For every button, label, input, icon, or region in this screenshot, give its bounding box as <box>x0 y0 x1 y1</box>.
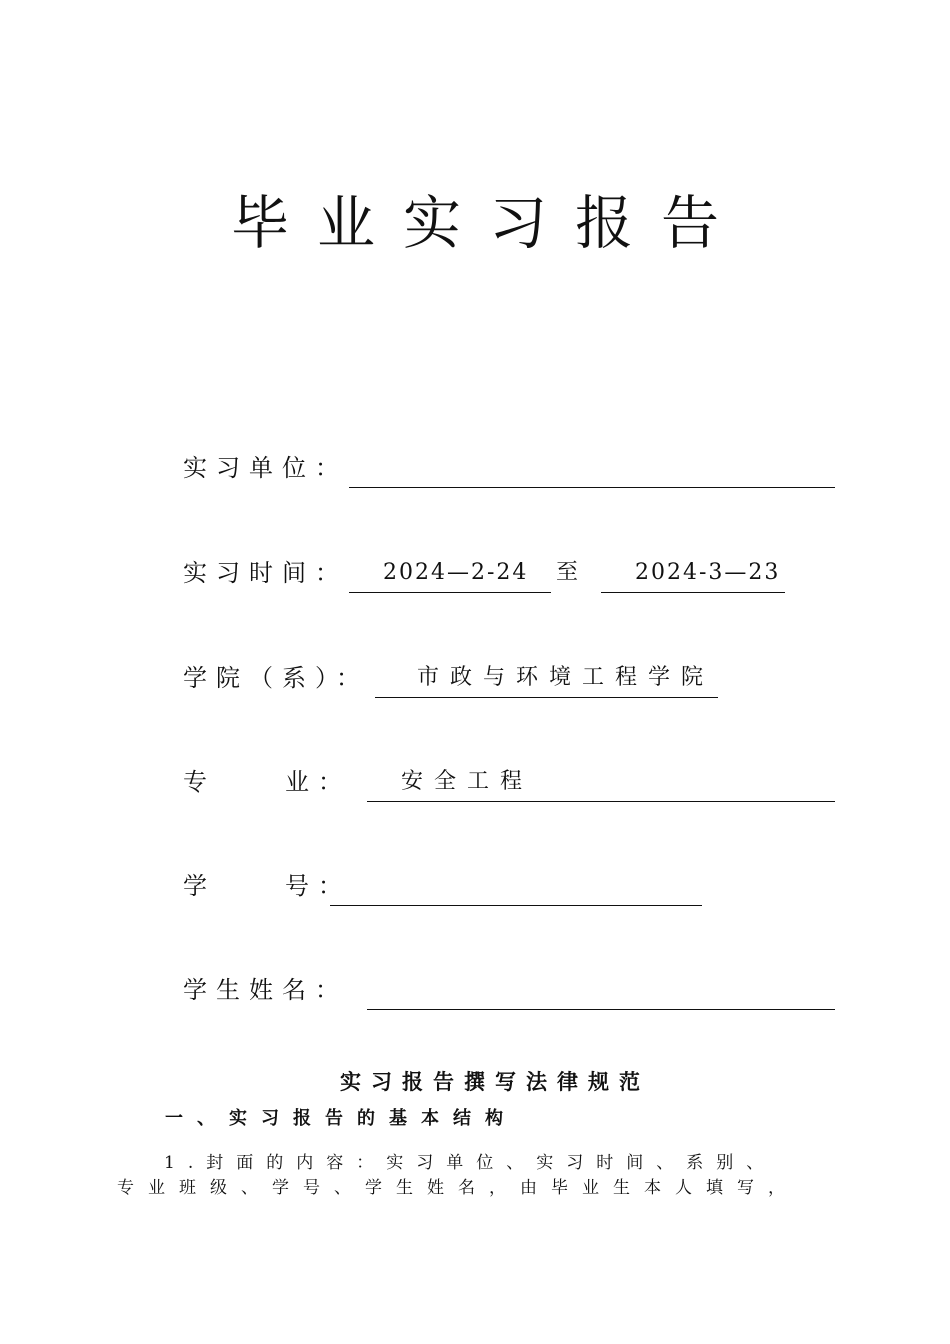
date-range-connector: 至 <box>556 560 579 585</box>
field-label-part: 学 <box>183 872 216 900</box>
field-label: 实习时间： <box>183 559 348 587</box>
field-label-part: 号： <box>285 872 351 900</box>
student-name-blank[interactable] <box>367 970 835 1010</box>
field-label-part: 业： <box>285 768 351 796</box>
norms-title: 实习报告撰写法律规范 <box>340 1070 650 1094</box>
end-date-blank[interactable]: 2024-3—23 <box>601 553 785 593</box>
field-label-part: 专 <box>183 768 216 796</box>
major-blank[interactable]: 安全工程 <box>367 762 835 802</box>
start-date-blank[interactable]: 2024—2-24 <box>349 553 551 593</box>
paragraph-line: 1.封面的内容：实习单位、实习时间、系别、 <box>164 1153 777 1173</box>
internship-unit-blank[interactable] <box>349 448 835 488</box>
report-title: 毕业实习报告 <box>230 189 747 257</box>
field-label: 学生姓名： <box>183 976 348 1004</box>
paragraph-line: 专业班级、学号、学生姓名，由毕业生本人填写， <box>117 1178 799 1198</box>
student-id-blank[interactable] <box>330 866 702 906</box>
field-label: 实习单位： <box>183 454 348 482</box>
field-label: 学院（系）： <box>183 664 369 692</box>
section-heading: 一、实习报告的基本结构 <box>165 1108 517 1129</box>
college-blank[interactable]: 市政与环境工程学院 <box>375 658 718 698</box>
